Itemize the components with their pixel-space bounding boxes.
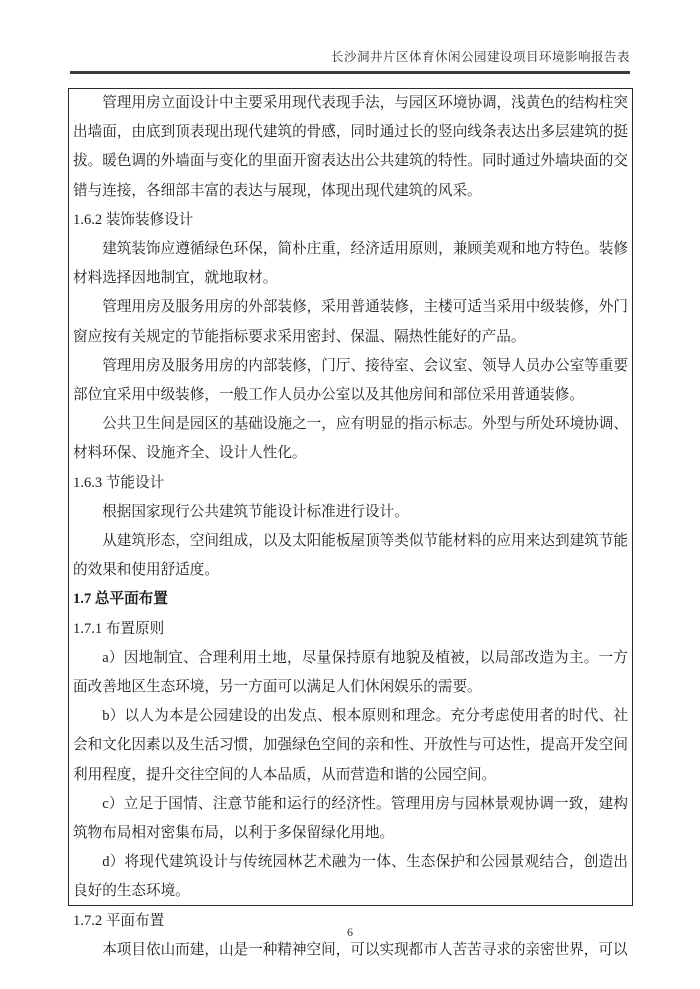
paragraph: c）立足于国情、注意节能和运行的经济性。管理用房与园林景观协调一致，建构筑物布局相对密集布局，以利于多保留绿化用地。 xyxy=(73,795,628,842)
report-header-title: 长沙洞井片区体育休闲公园建设项目环境影响报告表 xyxy=(330,50,630,64)
paragraph: 本项目依山而建，山是一种精神空间，可以实现都市人苦苦寻求的亲密世界，可以 xyxy=(102,941,628,958)
header-rule xyxy=(70,71,630,74)
paragraph: 从建筑形态，空间组成，以及太阳能板屋顶等类似节能材料的应用来达到建筑节能的效果和使用舒适度。 xyxy=(73,533,628,579)
paragraph: 建筑装饰应遵循绿色环保，简朴庄重，经济适用原则，兼顾美观和地方特色。装修材料选择因地制宜，就地取材。 xyxy=(73,241,628,287)
section-heading: 1.7.2 平面布置 xyxy=(73,912,165,929)
paragraph: 管理用房及服务用房的外部装修，采用普通装修，主楼可适当采用中级装修，外门窗应按有关规定的节能指标要求采用密封、保温、隔热性能好的产品。 xyxy=(73,299,628,345)
paragraph: 管理用房及服务用房的内部装修，门厅、接待室、会议室、领导人员办公室等重要部位宜采用中级装修，一般工作人员办公室以及其他房间和部位采用普通装修。 xyxy=(73,357,628,404)
paragraph: d）将现代建筑设计与传统园林艺术融为一体、生态保护和公园景观结合，创造出良好的生态环境。 xyxy=(73,854,628,900)
paragraph: 根据国家现行公共建筑节能设计标准进行设计。 xyxy=(102,503,409,520)
page-number: 6 xyxy=(347,925,353,939)
report-body xyxy=(73,89,628,965)
paragraph: b）以人为本是公园建设的出发点、根本原则和理念。充分考虑使用者的时代、社会和文化因素以及生活习惯，加强绿色空间的亲和性、开放性与可达性，提高开发空间利用程度，提升交往空间的人本品质，从而营造和谐的公园空间。 xyxy=(73,708,628,783)
section-heading: 1.7 总平面布置 xyxy=(73,591,168,608)
paragraph: 管理用房立面设计中主要采用现代表现手法，与园区环境协调，浅黄色的结构柱突出墙面，由底到顶表现出现代建筑的骨感，同时通过长的竖向线条表达出多层建筑的挺拔。暖色调的外墙面与变化的里面开窗表达出公共建筑的特性。同时通过外墙块面的交错与连接，各细部丰富的表达与展现，体现出现代建筑的风采。 xyxy=(73,95,628,199)
paragraph: 公共卫生间是园区的基础设施之一，应有明显的指示标志。外型与所处环境协调、材料环保、设施齐全、设计人性化。 xyxy=(73,416,628,462)
section-heading: 1.6.3 节能设计 xyxy=(73,474,165,491)
paragraph: a）因地制宜、合理利用土地，尽量保持原有地貌及植被，以局部改造为主。一方面改善地区生态环境，另一方面可以满足人们休闲娱乐的需要。 xyxy=(73,649,628,696)
report-table xyxy=(68,88,633,958)
section-heading: 1.6.2 装饰装修设计 xyxy=(73,211,194,228)
section-heading: 1.7.1 布置原则 xyxy=(73,620,165,637)
